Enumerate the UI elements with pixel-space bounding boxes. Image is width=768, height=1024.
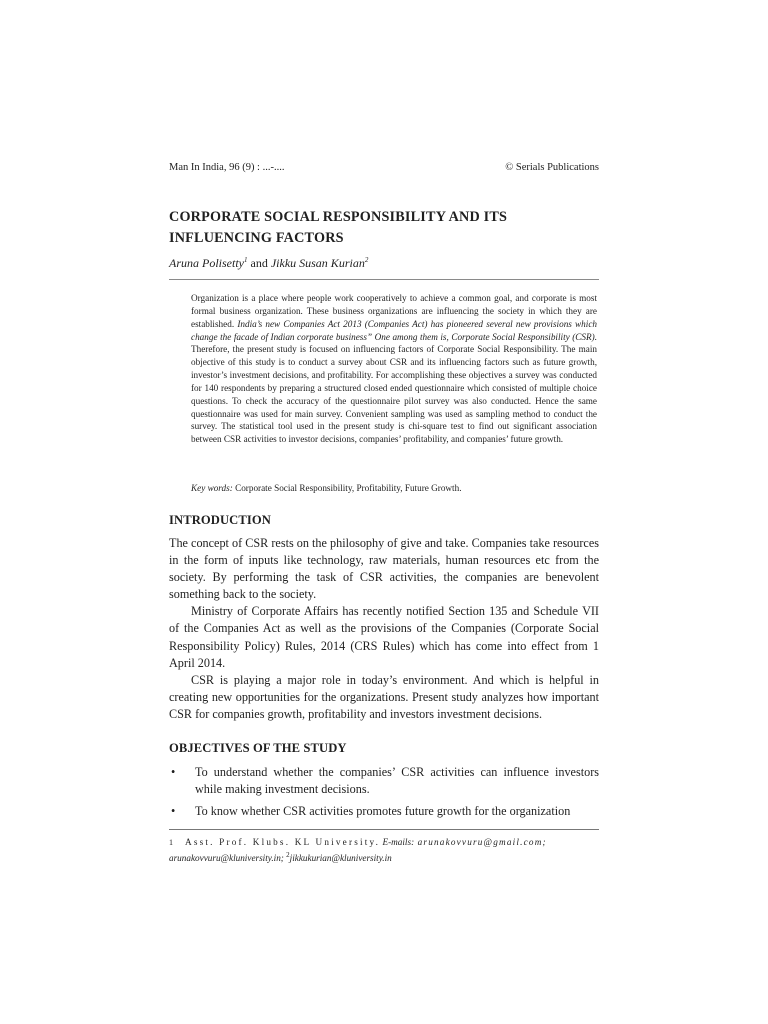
journal-citation: Man In India, 96 (9) : ...-.... [169, 162, 285, 173]
objective-text: To know whether CSR activities promotes future growth for the organization [195, 804, 571, 819]
footnote-mark-2: 2 [286, 851, 290, 859]
title-line-1: CORPORATE SOCIAL RESPONSIBILITY AND ITS [169, 209, 508, 225]
abstract-part-3: Therefore, the present study is focused on influencing factors of Corporate Social Responsibility. The main objective of this study is to conduct a survey about CSR and its influencing factors such as future growth, investor’s investment decisions, and profitability. For accomplishing these objectives a survey was conducted for 140 respondents by preparing a structured closed ended questionnaire which consisted of multiple choice questions. To check the accuracy of the questionnaire pilot survey was also conducted. Hence the same questionnaire was used for main survey. Convenient sampling was used as sampling method to conduct the survey. The statistical tool used in the present study is chi-square test to find out significant association between CSR activities to investor decisions, companies’ profitability, and companies’ future growth. [191, 344, 597, 445]
footnote-email-2: arunakovvuru@kluniversity.in; [169, 853, 287, 864]
list-item [169, 764, 599, 798]
paper-title [169, 207, 599, 249]
footnote [169, 836, 599, 865]
introduction-heading: INTRODUCTION [169, 513, 271, 527]
footnote-email-1: arunakovvuru@gmail.com; [414, 837, 547, 847]
intro-paragraph-2: Ministry of Corporate Affairs has recently notified Section 135 and Schedule VII of the Companies Act as well as the provisions of the Companies (Corporate Social Responsibility Policy) Rules, 2014 (CRS Rules) which has come into effect from 1 April 2014. [169, 604, 599, 670]
author-2: Jikku Susan Kurian [270, 256, 365, 270]
author-1: Aruna Polisetty [169, 256, 244, 270]
objectives-list [169, 764, 599, 825]
publisher-notice: © Serials Publications [505, 162, 599, 173]
list-item [169, 803, 599, 820]
title-divider [169, 279, 599, 280]
bullet-icon: • [171, 804, 176, 819]
running-head [169, 162, 599, 173]
author-1-mark: 1 [244, 256, 248, 264]
intro-paragraph-3: CSR is playing a major role in today’s environment. And which is helpful in creating new opportunities for the organizations. Present study analyzes how important CSR for companies growth, profitability and investors investment decisions. [169, 672, 599, 721]
author-list [169, 256, 368, 271]
keywords-text: Corporate Social Responsibility, Profitability, Future Growth. [232, 483, 462, 493]
abstract-part-1: Organization is a place where people work cooperatively to achieve a common goal, and corporate is most formal business organization. These business organizations are influencing the society in which they are established. [191, 293, 597, 329]
keywords-label: Key words: [191, 483, 233, 493]
introduction-body [169, 535, 599, 723]
footnote-affiliation: Asst. Prof. Klubs. KL University. [185, 837, 381, 847]
footnote-email-3: jikkukurian@kluniversity.in [289, 853, 392, 864]
footnote-divider [169, 829, 599, 830]
title-line-2: INFLUENCING FACTORS [169, 230, 344, 246]
abstract [191, 292, 597, 446]
bullet-icon: • [171, 765, 176, 779]
objectives-heading: OBJECTIVES OF THE STUDY [169, 741, 347, 755]
keywords [191, 483, 597, 493]
abstract-part-2: India’s new Companies Act 2013 (Companies Act) has pioneered several new provisions which change the facade of Indian corporate business” One among them is, Corporate Social Responsibility (CSR). [191, 318, 598, 342]
footnote-email-label: E-mails: [380, 837, 415, 847]
author-connector: and [247, 256, 271, 270]
author-2-mark: 2 [364, 256, 369, 264]
objective-text: To understand whether the companies’ CSR activities can influence investors while making investment decisions. [195, 765, 599, 797]
intro-paragraph-1: The concept of CSR rests on the philosophy of give and take. Companies take resources in the form of inputs like technology, raw materials, human resources etc from the society. By performing the task of CSR activities, the companies are benevolent something back to the society. [169, 536, 599, 602]
footnote-mark: 1 [169, 838, 173, 847]
